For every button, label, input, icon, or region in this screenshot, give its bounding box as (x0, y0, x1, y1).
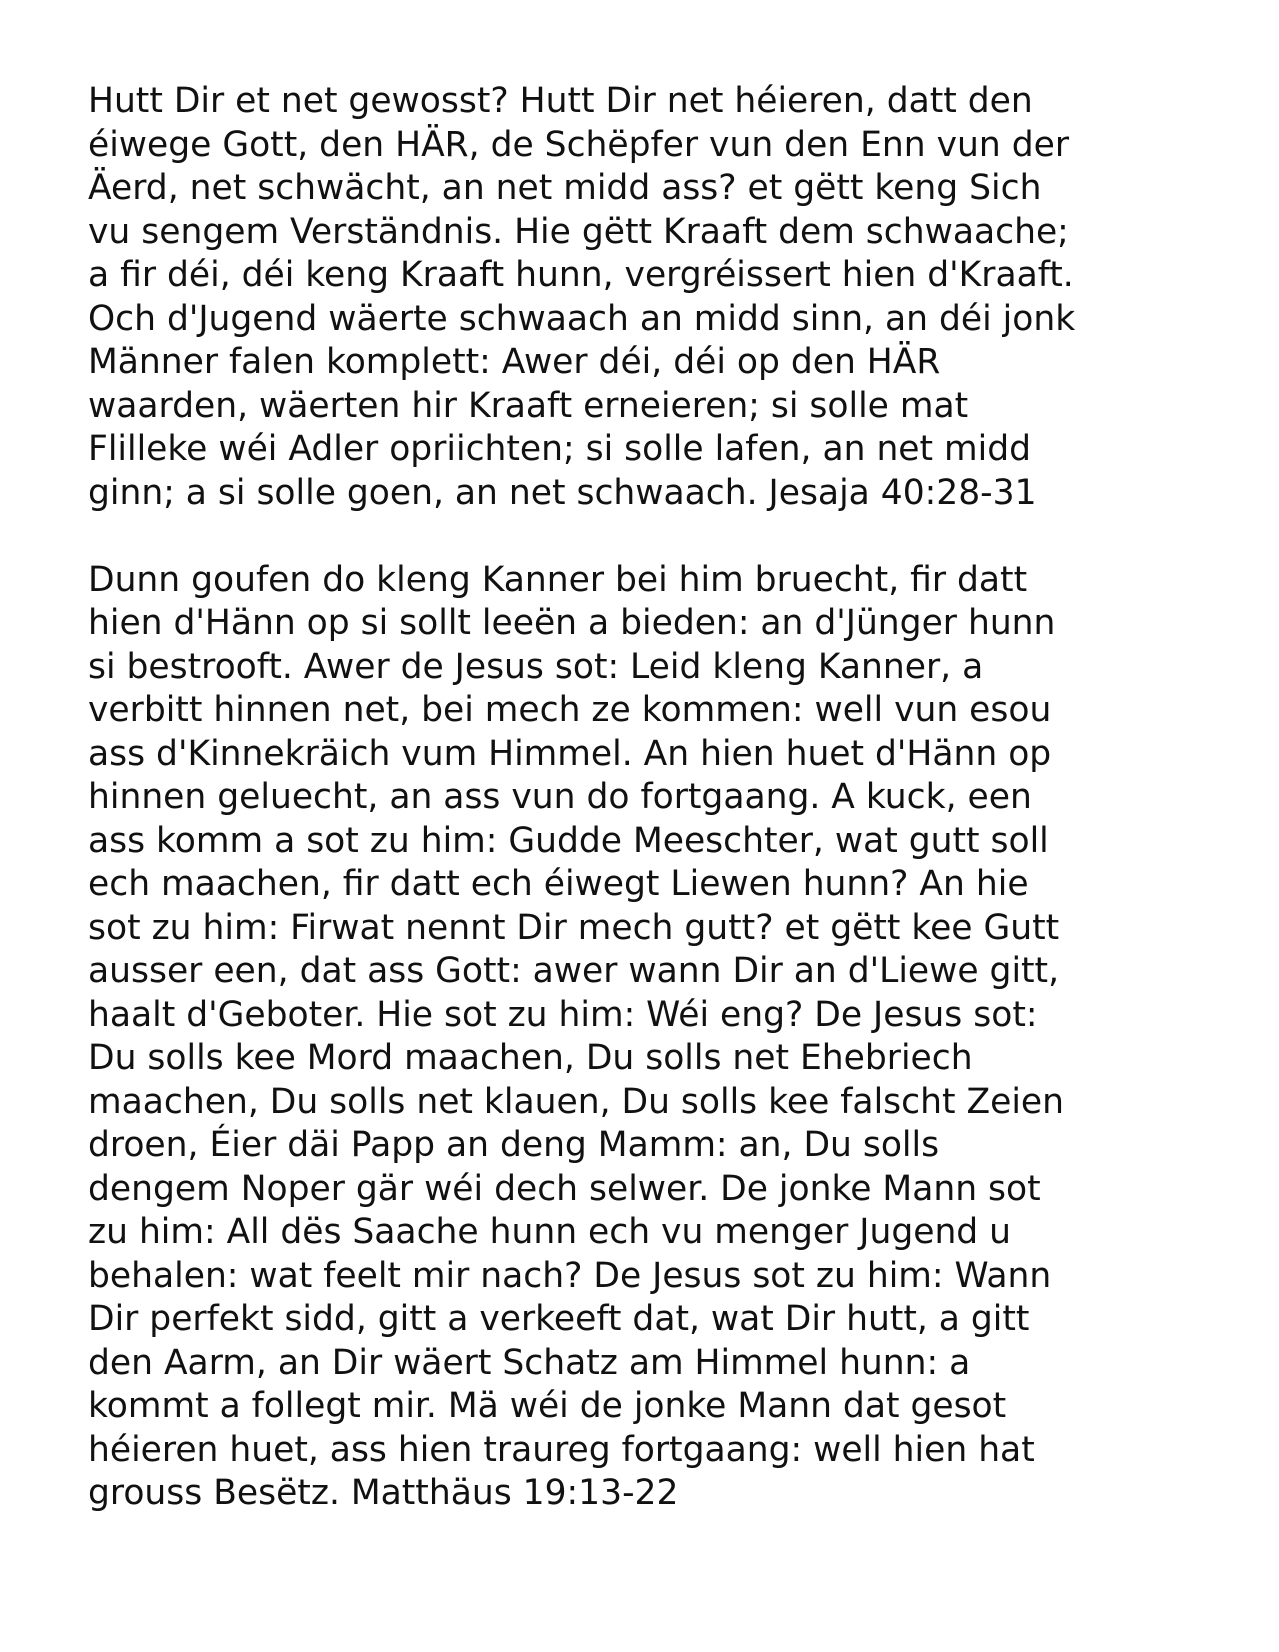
paragraph-isaiah (88, 80, 1218, 515)
text-line: grouss Besëtz. Matthäus 19:13-22 (88, 1473, 679, 1513)
text-line: Flilleke wéi Adler opriichten; si solle lafen, an net midd (88, 429, 1032, 469)
text-line: ausser een, dat ass Gott: awer wann Dir an d'Liewe gitt, (88, 951, 1060, 991)
text-line: a fir déi, déi keng Kraaft hunn, vergréissert hien d'Kraaft. (88, 255, 1074, 295)
text-line: kommt a follegt mir. Mä wéi de jonke Mann dat gesot (88, 1386, 1007, 1426)
text-line: ginn; a si solle goen, an net schwaach. Jesaja 40:28-31 (88, 472, 1037, 513)
document-page (88, 80, 1218, 1516)
text-line: behalen: wat feelt mir nach? De Jesus sot zu him: Wann (88, 1255, 1052, 1296)
text-line: Dunn goufen do kleng Kanner bei him bruecht, fir datt (88, 559, 1028, 600)
text-line: dengem Noper gär wéi dech selwer. De jonke Mann sot (88, 1168, 1041, 1209)
text-line: Männer falen komplett: Awer déi, déi op den HÄR (88, 342, 941, 382)
text-line: si bestrooft. Awer de Jesus sot: Leid kleng Kanner, a (88, 646, 984, 687)
text-line: Dir perfekt sidd, gitt a verkeeft dat, wat Dir hutt, a gitt (88, 1299, 1030, 1339)
text-line: Hutt Dir et net gewosst? Hutt Dir net héieren, datt den (88, 81, 1033, 121)
text-line: waarden, wäerten hir Kraaft erneieren; si solle mat (88, 385, 969, 426)
text-line: ass d'Kinnekräich vum Himmel. An hien huet d'Hänn op (88, 733, 1052, 774)
text-line: droen, Éier däi Papp an deng Mamm: an, Du solls (88, 1125, 940, 1165)
text-line: haalt d'Geboter. Hie sot zu him: Wéi eng? De Jesus sot: (88, 994, 1038, 1035)
text-line: Äerd, net schwächt, an net midd ass? et gëtt keng Sich (88, 168, 1042, 208)
text-line: den Aarm, an Dir wäert Schatz am Himmel hunn: a (88, 1342, 971, 1383)
text-line: ech maachen, fir datt ech éiwegt Liewen hunn? An hie (88, 864, 1029, 904)
text-line: Du solls kee Mord maachen, Du solls net Ehebriech (88, 1038, 973, 1078)
paragraph-matthew (88, 559, 1218, 1516)
text-line: verbitt hinnen net, bei mech ze kommen: well vun esou (88, 690, 1052, 730)
text-line: hien d'Hänn op si sollt leeën a bieden: an d'Jünger hunn (88, 603, 1056, 643)
text-line: maachen, Du solls net klauen, Du solls kee falscht Zeien (88, 1081, 1064, 1122)
text-line: sot zu him: Firwat nennt Dir mech gutt? et gëtt kee Gutt (88, 907, 1060, 948)
text-line: hinnen geluecht, an ass vun do fortgaang. A kuck, een (88, 777, 1032, 817)
text-line: Och d'Jugend wäerte schwaach an midd sinn, an déi jonk (88, 298, 1076, 339)
text-line: vu sengem Verständnis. Hie gëtt Kraaft dem schwaache; (88, 211, 1069, 252)
text-line: zu him: All dës Saache hunn ech vu menger Jugend u (88, 1212, 1012, 1252)
text-line: éiwege Gott, den HÄR, de Schëpfer vun den Enn vun der (88, 124, 1070, 165)
text-line: ass komm a sot zu him: Gudde Meeschter, wat gutt soll (88, 820, 1049, 861)
text-line: héieren huet, ass hien traureg fortgaang: well hien hat (88, 1429, 1035, 1470)
